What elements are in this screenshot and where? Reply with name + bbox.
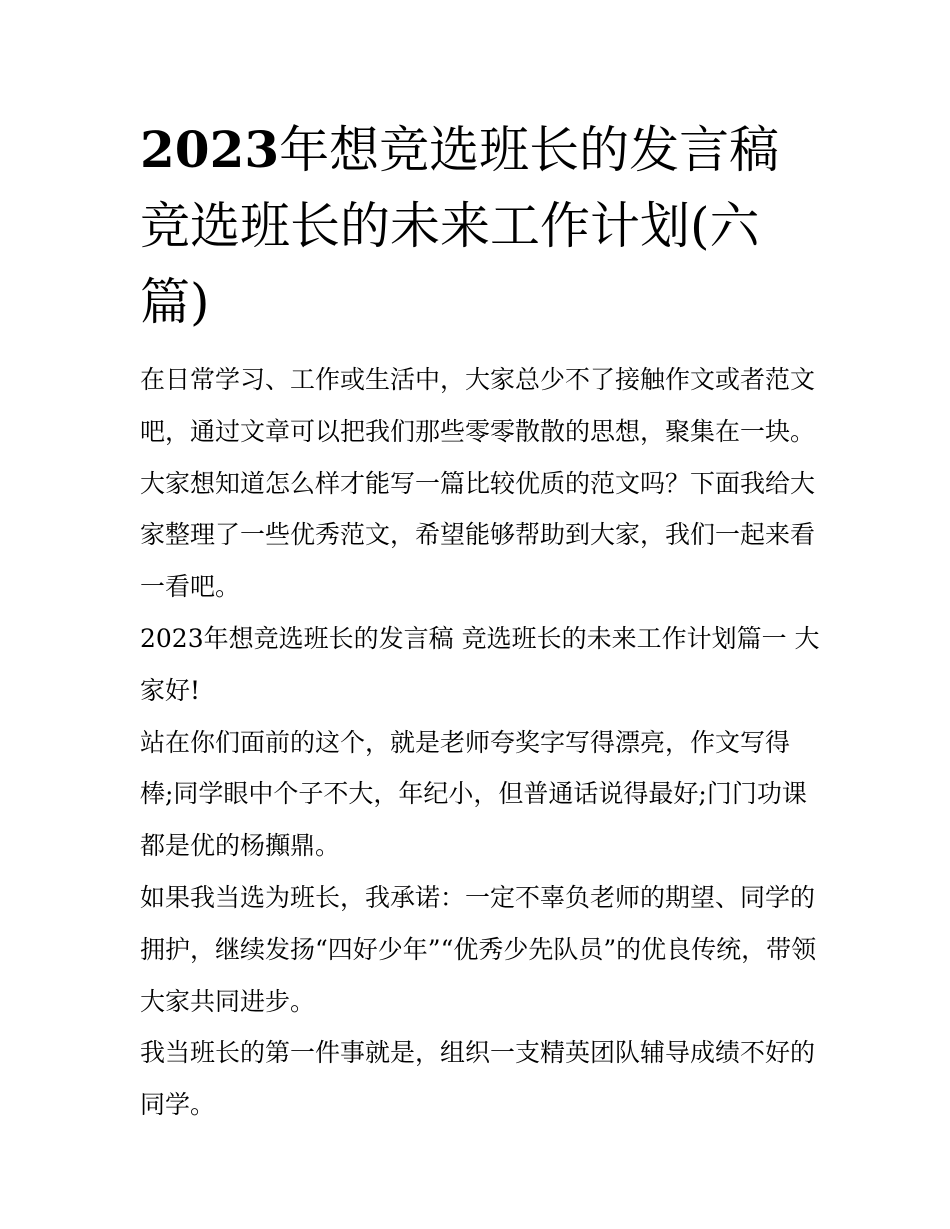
paragraph-first-task: 我当班长的第一件事就是，组织一支精英团队辅导成绩不好的同学。 xyxy=(140,1038,816,1120)
paragraph-heading: 2023年想竞选班长的发言稿 竞选班长的未来工作计划篇一 大家好! xyxy=(140,623,820,705)
title-year: 2023 xyxy=(140,120,280,179)
paragraph-promise: 如果我当选为班长，我承诺：一定不辜负老师的期望、同学的拥护，继续发扬“四好少年”“优秀少先队员”的优良传统，带领大家共同进步。 xyxy=(140,882,817,1016)
paragraph-intro: 在日常学习、工作或生活中，大家总少不了接触作文或者范文吧，通过文章可以把我们那些零零散散的思想，聚集在一块。大家想知道怎么样才能写一篇比较优质的范文吗？下面我给大家整理了一些优秀范文，希望能够帮助到大家，我们一起来看一看吧。 xyxy=(140,365,816,602)
paragraph-self-intro: 站在你们面前的这个，就是老师夸奖字写得漂亮，作文写得棒;同学眼中个子不大，年纪小，但普通话说得最好;门门功课都是优的杨攧鼎。 xyxy=(140,727,807,861)
document-body xyxy=(140,354,820,1131)
document-title xyxy=(140,112,800,340)
title-text: 年想竞选班长的发言稿竞选班长的未来工作计划(六篇) xyxy=(140,121,780,331)
